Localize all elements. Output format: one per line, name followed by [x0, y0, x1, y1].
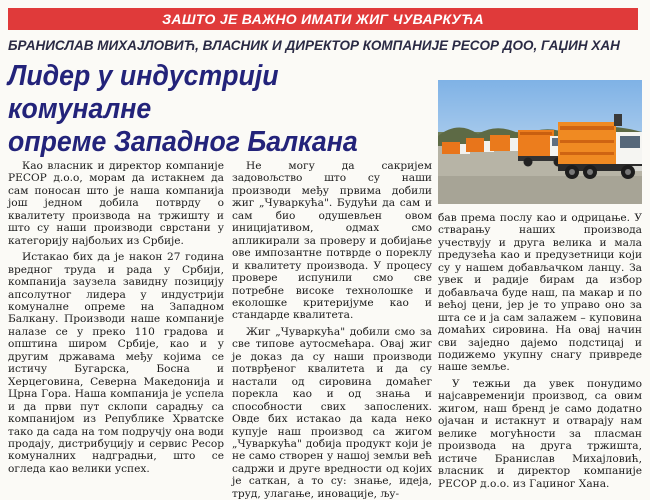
column-2-paragraph-2: Жиг „Чуваркућа" добили смо за све типове аутосмећара. Овај жиг је доказ да су наши производи потврђеног квалитета и да су настали од сировина домаћег порекла као и од знања и способности свих запослених. Овде бих истакао да када неко купује наш производ са жигом „Чуваркућа" добија продукт који је не само створен у нашој земљи већ садржи и друге вредности од којих је саткан, а то су: знање, идеја, труд, улагање, иновације, љу- — [232, 325, 432, 500]
byline: БРАНИСЛАВ МИХАЈЛОВИЋ, ВЛАСНИК И ДИРЕКТОР КОМПАНИЈЕ РЕСОР ДОО, ГАЏИН ХАН — [8, 38, 620, 53]
article-column-1 — [8, 160, 224, 475]
column-3-paragraph-1: бав према послу као и одрицање. У стварању наших производа учествују и друга велика и мала предузећа као и предузетници који су у нашем добављачком ланцу. За увек и радије бирам да избор добављача буде наш, па макар и по већој цени, јер је то управо оно за шта се и ја сам залажем – куповина домаћих сировина. На овај начин сви заједно дајемо подстицај и подижемо укупну снагу привреде наше земље. — [438, 212, 642, 374]
column-1-paragraph-2: Истакао бих да је након 27 година вредног труда и рада у Србији, компанија заузела завидну позицију апсолутног лидера у индустрији комуналне опреме на Западном Балкану. Производи наше компаније налазе се у преко 110 градова и општина широм Србије, као и у другим државама међу којима се истичу Бугарска, Босна и Херцеговина, Северна Македонија и Црна Гора. Наша компанија је успела и да први пут склопи сарадњу са компанијом из Републике Хрватске тако да сада на том подручју она води продају, дистрибуцију и сервис Ресор комуналних надградњи, што се огледа као велики успех. — [8, 251, 224, 475]
column-2-paragraph-1: Не могу да сакријем задовољство што су наши производи међу првима добили жиг „Чуваркућа". Будући да сам и сам био одушевљен овом иницијативом, одмах смо апликирали за проверу и добијање ове импозантне потврде о пореклу и квалитету производа. У процесу провере испунили смо све потребне високе технолошке и еколошке критеријуме као и стандарде квалитета. — [232, 160, 432, 322]
headline-line-1: Лидер у индустрији комуналне — [8, 60, 279, 125]
garbage-trucks-photo — [438, 80, 642, 204]
column-1-paragraph-1: Као власник и директор компаније РЕСОР д.о.о, морам да истакнем да сам поносан што је наша компанија још једном добила потврду о квалитету производа на тржишту и што су наши производи сврстани у категорију најбољих из Србије. — [8, 160, 224, 247]
article-column-2 — [232, 160, 432, 500]
article-column-3 — [438, 212, 642, 490]
column-3-paragraph-2: У тежњи да увек понудимо најсавременији производ, са овим жигом, наш бренд је само додатно ојачан и истакнут и отварају нам велике могућности за пласман производа на друга тржишта, истиче Бранислав Михајловић, власник и директор компаније РЕСОР д.о.о. из Гаџиног Хана. — [438, 377, 642, 490]
headline — [8, 60, 404, 159]
headline-line-2: опреме Западног Балкана — [8, 126, 358, 158]
section-banner: ЗАШТО ЈЕ ВАЖНО ИМАТИ ЖИГ ЧУВАРКУЋА — [8, 8, 638, 30]
